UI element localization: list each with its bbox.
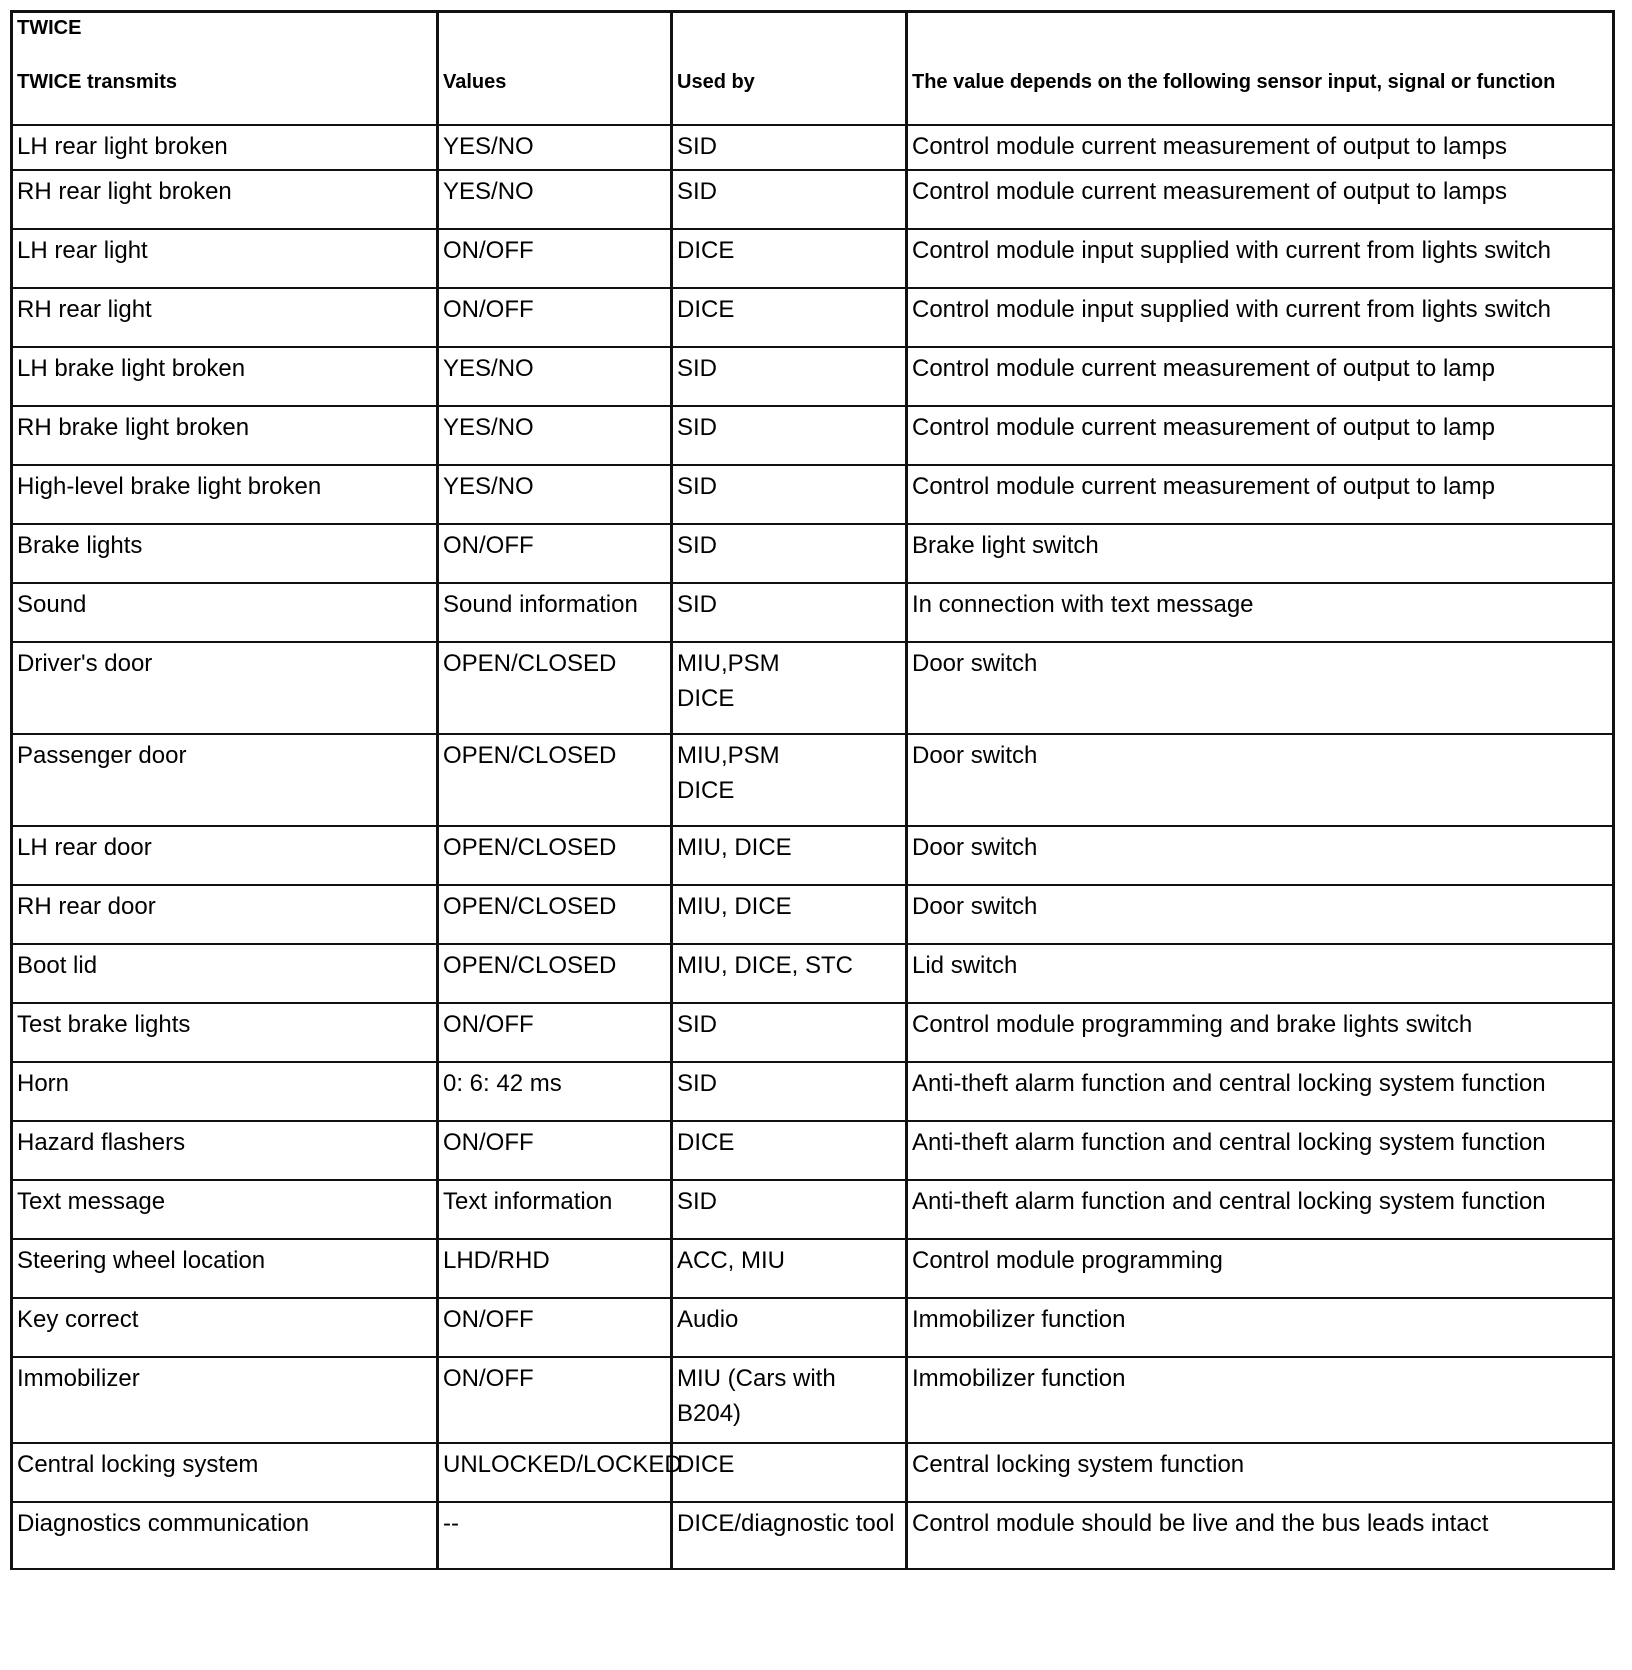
- cell-used-by: [672, 1502, 907, 1569]
- cell-values-text: YES/NO: [443, 178, 534, 205]
- cell-signal: [12, 826, 438, 885]
- table-row: [12, 1239, 1614, 1298]
- cell-depends: [907, 1062, 1614, 1121]
- cell-values-text: ON/OFF: [443, 296, 534, 323]
- cell-depends: [907, 1357, 1614, 1443]
- cell-depends-text: Anti-theft alarm function and central locking system function: [912, 1188, 1546, 1215]
- table-row: [12, 944, 1614, 1003]
- cell-values: [438, 229, 672, 288]
- cell-depends-text: Door switch: [912, 893, 1038, 920]
- used-by-line: SID: [677, 1070, 718, 1097]
- cell-values: [438, 1357, 672, 1443]
- used-by-line: DICE/diagnostic tool: [677, 1510, 895, 1537]
- cell-used-by: [672, 347, 907, 406]
- cell-values-text: ON/OFF: [443, 237, 534, 264]
- cell-depends-text: Door switch: [912, 742, 1038, 769]
- cell-values-text: YES/NO: [443, 355, 534, 382]
- cell-used-by: [672, 465, 907, 524]
- cell-depends-text: Control module current measurement of output to lamp: [912, 414, 1495, 441]
- used-by-line: DICE: [677, 237, 735, 264]
- cell-depends: [907, 583, 1614, 642]
- cell-used-by: [672, 734, 907, 826]
- cell-signal: [12, 1502, 438, 1569]
- cell-signal-text: Passenger door: [17, 742, 187, 769]
- table-row: [12, 347, 1614, 406]
- cell-signal: [12, 406, 438, 465]
- cell-values: [438, 642, 672, 734]
- cell-values-text: YES/NO: [443, 473, 534, 500]
- cell-depends-text: Control module current measurement of output to lamps: [912, 178, 1507, 205]
- header-label: Values: [443, 71, 507, 93]
- table-row: [12, 1298, 1614, 1357]
- cell-signal: [12, 1357, 438, 1443]
- cell-used-by: [672, 229, 907, 288]
- cell-values: [438, 1239, 672, 1298]
- cell-depends-text: Brake light switch: [912, 532, 1099, 559]
- table-title: TWICE: [17, 17, 82, 39]
- cell-values-text: OPEN/CLOSED: [443, 834, 617, 861]
- cell-values: [438, 465, 672, 524]
- header-cell-values: [438, 12, 672, 126]
- cell-values-text: YES/NO: [443, 414, 534, 441]
- cell-values-text: Sound information: [443, 591, 638, 618]
- cell-signal-text: Hazard flashers: [17, 1129, 186, 1156]
- cell-signal-text: RH brake light broken: [17, 414, 250, 441]
- used-by-line: B204): [677, 1400, 742, 1427]
- cell-depends-text: Lid switch: [912, 952, 1018, 979]
- used-by-line: MIU, DICE: [677, 834, 792, 861]
- cell-values: [438, 347, 672, 406]
- cell-signal: [12, 1443, 438, 1502]
- used-by-line: SID: [677, 178, 718, 205]
- cell-signal: [12, 885, 438, 944]
- used-by-line: DICE: [677, 1451, 735, 1478]
- cell-depends-text: Immobilizer function: [912, 1365, 1126, 1392]
- cell-values-text: ON/OFF: [443, 532, 534, 559]
- cell-depends-text: Control module input supplied with current from lights switch: [912, 296, 1551, 323]
- cell-values: [438, 1062, 672, 1121]
- cell-signal: [12, 1121, 438, 1180]
- cell-depends-text: Immobilizer function: [912, 1306, 1126, 1333]
- cell-values: [438, 826, 672, 885]
- twice-signal-table: [10, 10, 1615, 1570]
- cell-depends-text: Control module current measurement of output to lamps: [912, 133, 1507, 160]
- table-row: [12, 288, 1614, 347]
- cell-signal: [12, 1003, 438, 1062]
- cell-values: [438, 524, 672, 583]
- cell-used-by: [672, 1062, 907, 1121]
- cell-depends: [907, 1003, 1614, 1062]
- cell-signal-text: LH rear light: [17, 237, 148, 264]
- table-body: [12, 125, 1614, 1569]
- cell-depends-text: Control module current measurement of output to lamp: [912, 473, 1495, 500]
- cell-depends-text: Door switch: [912, 834, 1038, 861]
- cell-used-by: [672, 885, 907, 944]
- header-cell-used-by: [672, 12, 907, 126]
- cell-values: [438, 1443, 682, 1502]
- table-row: [12, 885, 1614, 944]
- cell-values: [438, 1180, 672, 1239]
- table-row: [12, 1003, 1614, 1062]
- used-by-line: DICE: [677, 685, 735, 712]
- cell-depends-text: Anti-theft alarm function and central locking system function: [912, 1129, 1546, 1156]
- cell-depends: [907, 170, 1614, 229]
- cell-signal: [12, 1239, 438, 1298]
- cell-values-text: ON/OFF: [443, 1129, 534, 1156]
- cell-used-by: [672, 1357, 907, 1443]
- header-cell-depends: [907, 12, 1614, 126]
- cell-signal-text: Central locking system: [17, 1451, 259, 1478]
- used-by-line: MIU (Cars with: [677, 1365, 836, 1392]
- cell-used-by: [672, 406, 907, 465]
- cell-values: [438, 1502, 672, 1569]
- used-by-line: SID: [677, 1011, 718, 1038]
- cell-signal-text: RH rear door: [17, 893, 156, 920]
- used-by-line: SID: [677, 532, 718, 559]
- cell-signal: [12, 583, 438, 642]
- cell-signal: [12, 734, 438, 826]
- cell-depends: [907, 229, 1614, 288]
- cell-depends: [907, 642, 1614, 734]
- used-by-line: SID: [677, 1188, 718, 1215]
- table-row: [12, 1357, 1614, 1443]
- table-row: [12, 1443, 1614, 1502]
- used-by-line: SID: [677, 591, 718, 618]
- cell-signal-text: RH rear light: [17, 296, 152, 323]
- cell-depends: [907, 347, 1614, 406]
- used-by-line: MIU, DICE: [677, 893, 792, 920]
- table-row: [12, 125, 1614, 170]
- cell-values: [438, 406, 672, 465]
- header-label: Used by: [677, 71, 755, 93]
- used-by-line: SID: [677, 473, 718, 500]
- cell-values-text: OPEN/CLOSED: [443, 952, 617, 979]
- table-row: [12, 826, 1614, 885]
- cell-signal-text: Brake lights: [17, 532, 143, 559]
- cell-signal-text: Diagnostics communication: [17, 1510, 310, 1537]
- cell-signal-text: Driver's door: [17, 650, 153, 677]
- cell-depends: [907, 826, 1614, 885]
- used-by-line: MIU, DICE, STC: [677, 952, 854, 979]
- cell-signal: [12, 288, 438, 347]
- cell-signal-text: Horn: [17, 1070, 70, 1097]
- cell-depends-text: Control module current measurement of output to lamp: [912, 355, 1495, 382]
- used-by-line: DICE: [677, 296, 735, 323]
- table-row: [12, 1180, 1614, 1239]
- cell-values-text: ON/OFF: [443, 1011, 534, 1038]
- cell-depends: [907, 944, 1614, 1003]
- cell-used-by: [672, 524, 907, 583]
- cell-values: [438, 170, 672, 229]
- cell-signal: [12, 1062, 438, 1121]
- cell-depends-text: In connection with text message: [912, 591, 1254, 618]
- cell-used-by: [672, 1443, 907, 1502]
- used-by-line: SID: [677, 355, 718, 382]
- cell-signal-text: Test brake lights: [17, 1011, 191, 1038]
- cell-depends: [907, 1121, 1614, 1180]
- cell-values: [438, 734, 672, 826]
- cell-used-by: [672, 1121, 907, 1180]
- header-label: The value depends on the following sensor input, signal or function: [912, 71, 1556, 93]
- table-row: [12, 1062, 1614, 1121]
- cell-signal: [12, 170, 438, 229]
- cell-depends: [907, 406, 1614, 465]
- cell-used-by: [672, 1239, 907, 1298]
- table-row: [12, 465, 1614, 524]
- cell-signal-text: Boot lid: [17, 952, 98, 979]
- table-row: [12, 170, 1614, 229]
- cell-values-text: UNLOCKED/LOCKED: [443, 1451, 682, 1478]
- cell-signal-text: Immobilizer: [17, 1365, 140, 1392]
- cell-depends: [907, 1180, 1614, 1239]
- cell-values-text: LHD/RHD: [443, 1247, 550, 1274]
- cell-signal: [12, 524, 438, 583]
- table-row: [12, 524, 1614, 583]
- table-row: [12, 583, 1614, 642]
- cell-signal-text: LH rear door: [17, 834, 152, 861]
- cell-signal-text: Key correct: [17, 1306, 139, 1333]
- cell-values: [438, 1003, 672, 1062]
- cell-depends: [907, 465, 1614, 524]
- table-row: [12, 642, 1614, 734]
- cell-used-by: [672, 288, 907, 347]
- cell-depends: [907, 885, 1614, 944]
- used-by-line: Audio: [677, 1306, 739, 1333]
- cell-values: [438, 288, 672, 347]
- used-by-line: SID: [677, 414, 718, 441]
- cell-signal: [12, 229, 438, 288]
- cell-used-by: [672, 583, 907, 642]
- cell-values-text: OPEN/CLOSED: [443, 650, 617, 677]
- cell-depends: [907, 1502, 1614, 1569]
- used-by-line: DICE: [677, 777, 735, 804]
- header-row: [12, 12, 1614, 126]
- cell-signal-text: Sound: [17, 591, 87, 618]
- cell-values-text: --: [443, 1510, 459, 1537]
- used-by-line: MIU,PSM: [677, 742, 780, 769]
- cell-depends-text: Control module programming: [912, 1247, 1223, 1274]
- cell-used-by: [672, 642, 907, 734]
- table-row: [12, 229, 1614, 288]
- table-row: [12, 1502, 1614, 1569]
- cell-values: [438, 885, 672, 944]
- cell-values: [438, 125, 672, 170]
- cell-signal-text: Steering wheel location: [17, 1247, 266, 1274]
- cell-depends: [907, 125, 1614, 170]
- cell-signal: [12, 642, 438, 734]
- cell-values-text: OPEN/CLOSED: [443, 893, 617, 920]
- cell-depends: [907, 1298, 1614, 1357]
- cell-values: [438, 1298, 672, 1357]
- cell-used-by: [672, 826, 907, 885]
- cell-signal: [12, 465, 438, 524]
- cell-used-by: [672, 944, 907, 1003]
- used-by-line: ACC, MIU: [677, 1247, 785, 1274]
- cell-values: [438, 944, 672, 1003]
- cell-used-by: [672, 125, 907, 170]
- used-by-line: MIU,PSM: [677, 650, 780, 677]
- cell-depends-text: Door switch: [912, 650, 1038, 677]
- cell-depends: [907, 1239, 1614, 1298]
- cell-signal: [12, 125, 438, 170]
- cell-depends-text: Control module programming and brake lights switch: [912, 1011, 1473, 1038]
- cell-signal-text: LH brake light broken: [17, 355, 246, 382]
- cell-values-text: Text information: [443, 1188, 613, 1215]
- cell-signal: [12, 944, 438, 1003]
- cell-signal-text: Text message: [17, 1188, 166, 1215]
- cell-depends: [907, 734, 1614, 826]
- cell-used-by: [672, 1003, 907, 1062]
- cell-used-by: [672, 1298, 907, 1357]
- header-label: TWICE transmits: [17, 71, 178, 93]
- cell-used-by: [672, 1180, 907, 1239]
- cell-values-text: YES/NO: [443, 133, 534, 160]
- table-row: [12, 734, 1614, 826]
- cell-depends: [907, 524, 1614, 583]
- cell-values: [438, 583, 672, 642]
- cell-signal-text: RH rear light broken: [17, 178, 232, 205]
- used-by-line: DICE: [677, 1129, 735, 1156]
- cell-used-by: [672, 170, 907, 229]
- table-row: [12, 406, 1614, 465]
- cell-values-text: OPEN/CLOSED: [443, 742, 617, 769]
- cell-depends-text: Central locking system function: [912, 1451, 1245, 1478]
- cell-depends-text: Control module input supplied with current from lights switch: [912, 237, 1551, 264]
- cell-values-text: ON/OFF: [443, 1365, 534, 1392]
- cell-signal-text: High-level brake light broken: [17, 473, 322, 500]
- header-cell-signal: [12, 12, 438, 126]
- cell-depends-text: Control module should be live and the bus leads intact: [912, 1510, 1489, 1537]
- table-row: [12, 1121, 1614, 1180]
- used-by-line: SID: [677, 133, 718, 160]
- cell-depends: [907, 288, 1614, 347]
- cell-values: [438, 1121, 672, 1180]
- cell-values-text: ON/OFF: [443, 1306, 534, 1333]
- cell-signal: [12, 1298, 438, 1357]
- twice-signal-table-page: [10, 10, 1612, 1654]
- cell-values-text: 0: 6: 42 ms: [443, 1070, 562, 1097]
- cell-signal: [12, 1180, 438, 1239]
- cell-depends-text: Anti-theft alarm function and central locking system function: [912, 1070, 1546, 1097]
- cell-depends: [907, 1443, 1614, 1502]
- cell-signal-text: LH rear light broken: [17, 133, 228, 160]
- cell-signal: [12, 347, 438, 406]
